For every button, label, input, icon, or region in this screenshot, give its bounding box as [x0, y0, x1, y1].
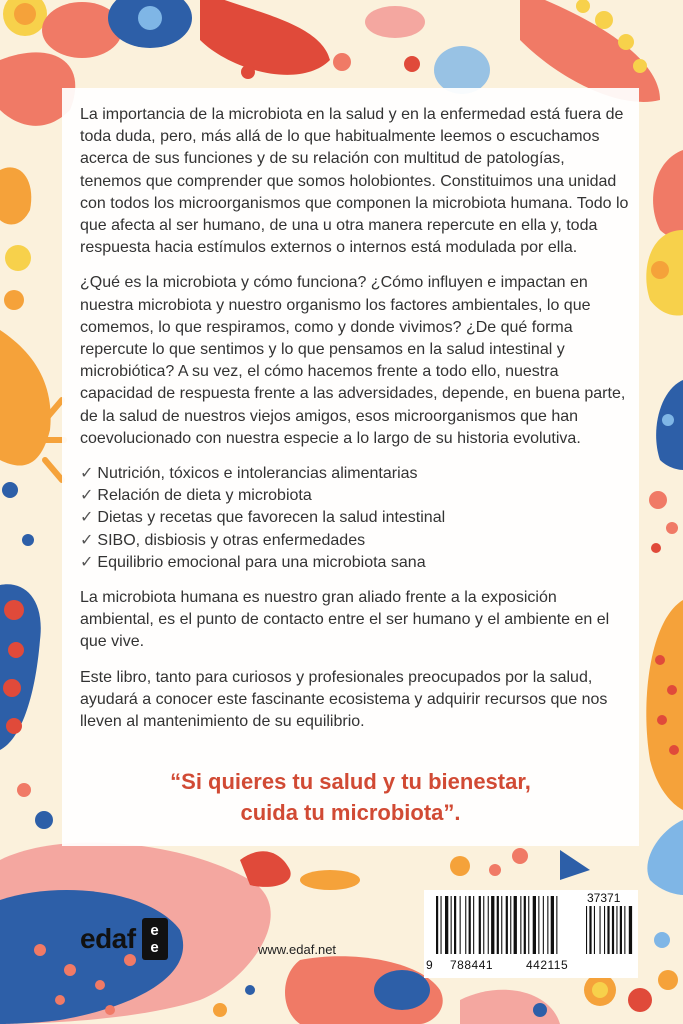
barcode-code: 37371	[587, 891, 621, 905]
highlight-quote	[62, 766, 639, 828]
publisher-logo	[80, 918, 168, 960]
intro-paragraph-1: La importancia de la microbiota en la salud y en la enfermedad está fuera de toda duda, pero, más allá de lo que habitualmente leemos o escuchamos acerca de sus funciones y de su relación con multitud de patologías, tenemos que comprender que somos holobiontes. Constituimos una unidad con todos los microorganismos que componen la microbiota humana. Todo lo que afecta al ser humano, de una u otra manera repercute en ella y, toda respuesta hacia estímulos externos o internos está modulada por ella.	[80, 106, 629, 257]
list-item: ✓ Relación de dieta y microbiota	[80, 487, 312, 505]
checkmark-icon: ✓	[80, 487, 94, 505]
closing-paragraph-1: La microbiota humana es nuestro gran aliado frente a la exposición ambiental, es el punto de contacto entre el ser humano y el ambiente en el que vive.	[80, 589, 610, 651]
isbn-barcode	[424, 890, 638, 978]
topics-list	[80, 463, 630, 574]
publisher-name: edaf	[80, 923, 136, 954]
checkmark-icon: ✓	[80, 465, 94, 483]
checkmark-icon: ✓	[80, 553, 94, 571]
publisher-mark-icon: e e	[142, 918, 168, 960]
barcode-first-digit: 9	[426, 958, 433, 972]
publisher-url[interactable]: www.edaf.net	[258, 942, 337, 957]
closing-paragraph-2: Este libro, tanto para curiosos y profesionales preocupados por la salud, ayudará a conocer este fascinante ecosistema y adquirir recursos que nos lleven al mantenimiento de su equilibrio.	[80, 668, 608, 731]
intro-paragraph-2: ¿Qué es la microbiota y cómo funciona? ¿Cómo influyen e impactan en nuestra microbiota y nuestro organismo los factores ambientales, lo que comemos, lo que respiramos, como y donde vivimos? ¿De qué forma repercute lo que sentimos y lo que pensamos en la salud intestinal y microbiótica? A su vez, el cómo hacemos frente a todo ello, nuestra capacidad de respuesta frente a las adversidades, depende, en buena parte, de la salud de nuestros viejos amigos, esos microorganismos que han coevolucionado con nuestra especie a lo largo de su historia evolutiva.	[80, 274, 626, 447]
checkmark-icon: ✓	[80, 509, 94, 527]
list-item: ✓ SIBO, disbiosis y otras enfermedades	[80, 531, 366, 549]
list-item: ✓ Equilibrio emocional para una microbiota sana	[80, 553, 426, 571]
barcode-group-2: 442115	[526, 958, 569, 972]
list-item: ✓ Nutrición, tóxicos e intolerancias alimentarias	[80, 465, 418, 483]
back-cover-text	[80, 104, 630, 746]
barcode-group-1: 788441	[450, 958, 494, 972]
quote-line-1: “Si quieres tu salud y tu bienestar,	[170, 769, 531, 794]
checkmark-icon: ✓	[80, 531, 94, 549]
quote-line-2: cuida tu microbiota”.	[240, 800, 461, 825]
list-item: ✓ Dietas y recetas que favorecen la salud intestinal	[80, 509, 446, 527]
